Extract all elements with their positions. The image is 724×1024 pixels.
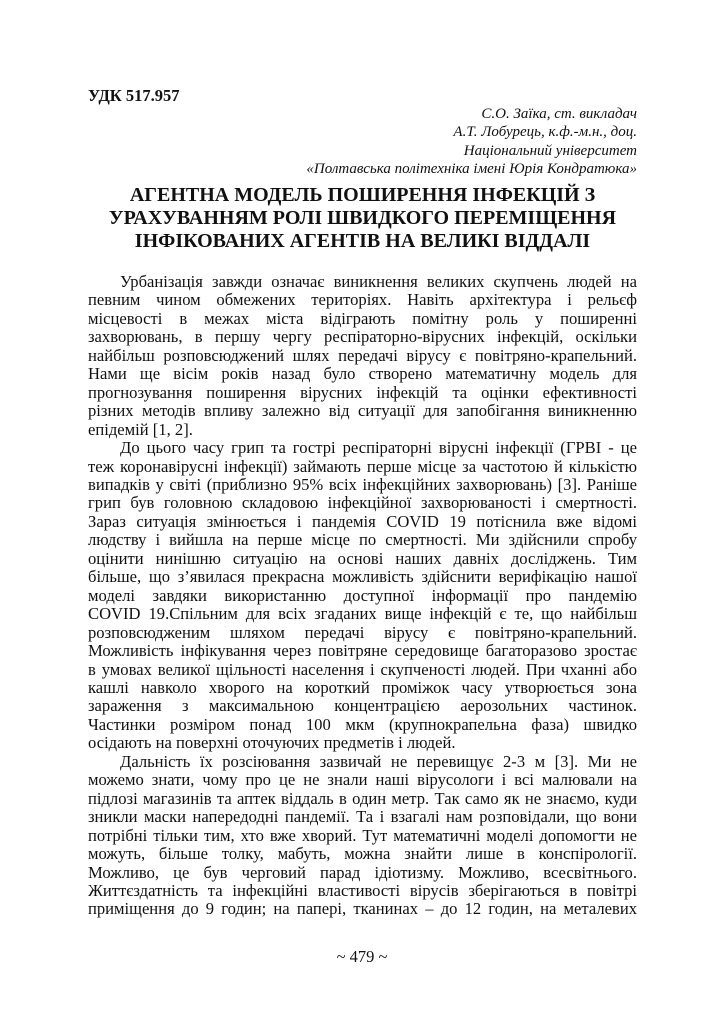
text-line: місцевості в межах міста відіграють помітну роль у поширенні [88, 308, 637, 328]
text-line: більше, що з’явилася прекрасна можливість здійснити верифікацію нашої [88, 567, 637, 587]
text-line: людству і вийшла на перше місце по смертності. Ми здійснили спробу [88, 530, 637, 550]
text-line: осідають на поверхні оточуючих предметів і людей. [88, 733, 456, 753]
article-title [88, 184, 637, 253]
affiliation-line-2: «Полтавська політехніка імені Юрія Кондратюка» [306, 160, 637, 177]
text-line: Дальність їх розсіювання зазвичай не перевищує 2-3 м [3]. Ми не [120, 751, 637, 771]
text-line: Можливо, це був черговий парад ідіотизму. Можливо, всесвітнього. [88, 862, 637, 882]
text-line: кашлі навколо хворого на короткий проміжок часу утворюється зона [88, 677, 637, 697]
text-line: можемо знати, чому про це не знали наші вірусологи і всі малювали на [88, 770, 637, 790]
text-line: випадків у світі (приблизно 95% всіх інфекційних захворювань) [3]. Раніше [88, 474, 637, 494]
text-line: в умовах великої щільності населення і скупченості людей. При чханні або [88, 659, 637, 679]
text-line: Нами ще вісім років назад було створено математичну модель для [88, 364, 637, 384]
text-line: підлозі магазинів та аптек віддаль в один метр. Так само як не знаємо, куди [88, 788, 637, 808]
title-line: ІНФІКОВАНИХ АГЕНТІВ НА ВЕЛИКІ ВІДДАЛІ [134, 230, 591, 252]
text-line: зникли маски напередодні пандемії. Та і взагалі нам розповідали, що вони [88, 807, 637, 827]
paragraph [88, 273, 637, 439]
text-line: можуть, більше толку, мабуть, можна знайти лише в конспірології. [88, 844, 637, 864]
author-2: А.Т. Лобурець, к.ф.-м.н., доц. [453, 124, 637, 141]
paragraph [88, 753, 637, 919]
title-line: АГЕНТНА МОДЕЛЬ ПОШИРЕННЯ ІНФЕКЦІЙ З [129, 184, 596, 206]
text-line: захворювань, в першу чергу респіраторно-вірусних інфекцій, оскільки [88, 327, 637, 347]
text-line: прогнозування поширення вірусних інфекцій та оцінки ефективності [88, 382, 637, 402]
text-line: різних методів впливу залежно від ситуації для запобігання виникненню [88, 401, 637, 421]
text-line: моделі завдяки використанню доступної інформації про пандемію [88, 585, 637, 605]
text-line: епідемій [1, 2]. [88, 419, 193, 439]
text-line: приміщення до 9 годин; на папері, тканинах – до 12 годин, на металевих [88, 899, 637, 919]
text-line: потрібні тільки тим, хто вже хворий. Тут математичні моделі допомогти не [88, 825, 637, 845]
paragraph [88, 439, 637, 753]
udc-code: УДК 517.957 [88, 86, 180, 105]
text-line: COVID 19.Спільним для всіх згаданих вище інфекцій є те, що найбільш [88, 604, 637, 624]
affiliation-line-1: Національний університет [463, 142, 637, 159]
text-line: Урбанізація завжди означає виникнення великих скупчень людей на [120, 272, 637, 291]
text-line: Життєздатність та інфекційні властивості вірусів зберігаються в повітрі [88, 880, 637, 900]
text-line: До цього часу грип та гострі респіраторні вірусні інфекції (ГРВІ - це [120, 438, 637, 458]
text-line: розповсюдженим шляхом передачі вірусу є повітряно-крапельний. [88, 622, 637, 642]
text-line: Зараз ситуація змінюється і пандемія COVID 19 потіснила вже відомі [88, 511, 637, 531]
text-line: найбільш розповсюджений шлях передачі вірусу є повітряно-крапельний. [88, 345, 637, 365]
text-line: оцінити нинішню ситуацію на основі наших давніх досліджень. Тим [88, 548, 637, 568]
author-1: С.О. Заїка, ст. викладач [481, 106, 637, 122]
article-body [88, 273, 637, 919]
text-line: грип був головною складовою інфекційної захворюваності і смертності. [88, 493, 637, 513]
title-line: УРАХУВАННЯМ РОЛІ ШВИДКОГО ПЕРЕМІЩЕННЯ [108, 207, 617, 229]
text-line: зараження з максимальною концентрацією аерозольних частинок. [88, 696, 637, 716]
text-line: Можливість інфікування через повітряне середовище багаторазово зростає [88, 641, 637, 661]
page-number: ~ 479 ~ [336, 947, 388, 966]
text-line: Частинки розміром понад 100 мкм (крупнокрапельна фаза) швидко [88, 714, 637, 734]
author-block [306, 105, 637, 178]
text-line: теж коронавірусні інфекції) займають перше місце за частотою й кількістю [88, 456, 637, 476]
text-line: певним чином обмежених територіях. Навіть архітектура і рельєф [88, 290, 637, 310]
